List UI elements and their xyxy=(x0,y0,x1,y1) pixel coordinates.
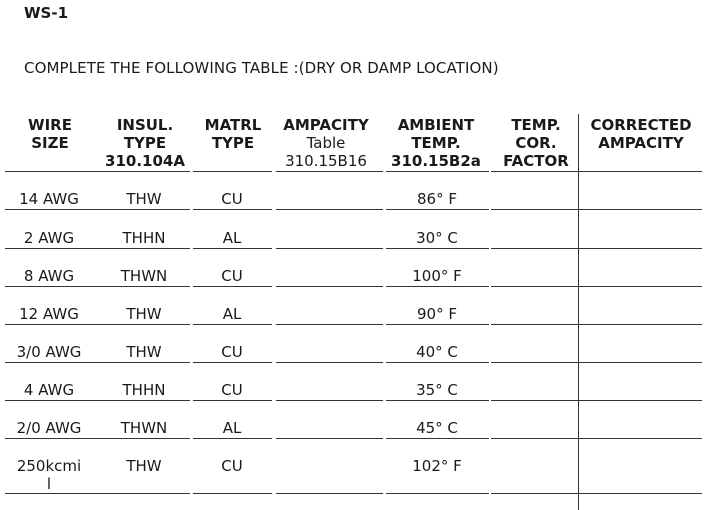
table-rule xyxy=(578,362,702,363)
table-rule xyxy=(97,438,190,439)
column-divider xyxy=(578,114,579,510)
table-rule xyxy=(276,324,383,325)
cell-ambient-temp: 30° C xyxy=(416,229,458,247)
table-rule xyxy=(193,362,272,363)
cell-ambient-temp: 90° F xyxy=(417,305,457,323)
table-rule xyxy=(5,324,97,325)
table-rule xyxy=(5,493,97,494)
table-rule xyxy=(193,493,272,494)
table-rule xyxy=(578,438,702,439)
cell-matrl-type: CU xyxy=(221,381,243,399)
table-rule xyxy=(97,286,190,287)
cell-insul-type: THW xyxy=(126,305,162,323)
cell-wire-size: 14 AWG xyxy=(19,190,79,208)
table-rule xyxy=(5,400,97,401)
cell-ambient-temp: 100° F xyxy=(412,267,462,285)
cell-wire-size: 2/0 AWG xyxy=(16,419,82,437)
cell-insul-type: THWN xyxy=(120,267,168,285)
table-rule xyxy=(386,248,489,249)
table-rule xyxy=(97,493,190,494)
cell-ambient-temp: 45° C xyxy=(416,419,458,437)
table-rule xyxy=(491,400,578,401)
table-rule xyxy=(578,324,702,325)
header-ampacity: AMPACITY Table 310.15B16 xyxy=(283,116,369,170)
table-rule xyxy=(491,324,578,325)
table-rule xyxy=(386,438,489,439)
table-rule xyxy=(193,248,272,249)
cell-matrl-type: CU xyxy=(221,457,243,475)
cell-insul-type: THW xyxy=(126,457,162,475)
table-rule xyxy=(97,400,190,401)
cell-ambient-temp: 40° C xyxy=(416,343,458,361)
cell-matrl-type: CU xyxy=(221,343,243,361)
table-rule xyxy=(491,209,578,210)
table-rule xyxy=(5,438,97,439)
table-rule xyxy=(193,286,272,287)
table-rule xyxy=(97,248,190,249)
table-rule xyxy=(386,362,489,363)
cell-matrl-type: AL xyxy=(222,305,242,323)
table-rule xyxy=(5,209,97,210)
table-rule xyxy=(276,248,383,249)
table-rule xyxy=(97,362,190,363)
header-insul-type: INSUL. TYPE 310.104A xyxy=(105,116,185,170)
table-rule xyxy=(97,324,190,325)
table-rule xyxy=(97,209,190,210)
table-rule xyxy=(5,286,97,287)
table-rule xyxy=(491,286,578,287)
cell-matrl-type: CU xyxy=(221,190,243,208)
table-rule xyxy=(5,171,97,172)
table-rule xyxy=(193,400,272,401)
worksheet-instruction: COMPLETE THE FOLLOWING TABLE :(DRY OR DAMP LOCATION) xyxy=(24,59,499,77)
cell-insul-type: THW xyxy=(126,343,162,361)
table-rule xyxy=(386,400,489,401)
cell-wire-size: 12 AWG xyxy=(19,305,79,323)
table-rule xyxy=(386,209,489,210)
cell-wire-size: 2 AWG xyxy=(23,229,75,247)
header-corrected-ampacity: CORRECTED AMPACITY xyxy=(590,116,692,152)
table-rule xyxy=(386,493,489,494)
table-rule xyxy=(386,324,489,325)
table-rule xyxy=(578,171,702,172)
cell-matrl-type: CU xyxy=(221,267,243,285)
table-rule xyxy=(276,438,383,439)
table-rule xyxy=(276,362,383,363)
table-rule xyxy=(491,438,578,439)
table-rule xyxy=(276,286,383,287)
cell-insul-type: THW xyxy=(126,190,162,208)
cell-ambient-temp: 86° F xyxy=(417,190,457,208)
table-rule xyxy=(276,493,383,494)
table-rule xyxy=(386,286,489,287)
header-ambient-temp: AMBIENT TEMP. 310.15B2a xyxy=(391,116,481,170)
cell-wire-size: 3/0 AWG xyxy=(16,343,82,361)
header-wire-size: WIRE SIZE xyxy=(28,116,72,152)
table-rule xyxy=(193,209,272,210)
table-rule xyxy=(193,324,272,325)
table-rule xyxy=(578,493,702,494)
cell-wire-size: 8 AWG xyxy=(23,267,75,285)
table-rule xyxy=(5,248,97,249)
cell-ambient-temp: 102° F xyxy=(412,457,462,475)
cell-ambient-temp: 35° C xyxy=(416,381,458,399)
table-rule xyxy=(193,171,272,172)
cell-insul-type: THHN xyxy=(122,381,166,399)
header-matrl-type: MATRL TYPE xyxy=(204,116,262,152)
table-rule xyxy=(276,209,383,210)
table-rule xyxy=(5,362,97,363)
cell-matrl-type: AL xyxy=(222,229,242,247)
table-rule xyxy=(578,400,702,401)
worksheet-title: WS-1 xyxy=(24,4,69,22)
table-rule xyxy=(491,362,578,363)
table-rule xyxy=(491,493,578,494)
table-rule xyxy=(276,171,383,172)
table-rule xyxy=(193,438,272,439)
cell-insul-type: THWN xyxy=(120,419,168,437)
table-rule xyxy=(491,248,578,249)
table-rule xyxy=(386,171,489,172)
table-rule xyxy=(578,286,702,287)
table-rule xyxy=(491,171,578,172)
cell-wire-size: 250kcmi l xyxy=(16,457,82,493)
table-rule xyxy=(276,400,383,401)
table-rule xyxy=(578,248,702,249)
cell-matrl-type: AL xyxy=(222,419,242,437)
table-rule xyxy=(578,209,702,210)
table-rule xyxy=(97,171,190,172)
cell-wire-size: 4 AWG xyxy=(23,381,75,399)
cell-insul-type: THHN xyxy=(122,229,166,247)
header-temp-cor-factor: TEMP. COR. FACTOR xyxy=(503,116,569,170)
